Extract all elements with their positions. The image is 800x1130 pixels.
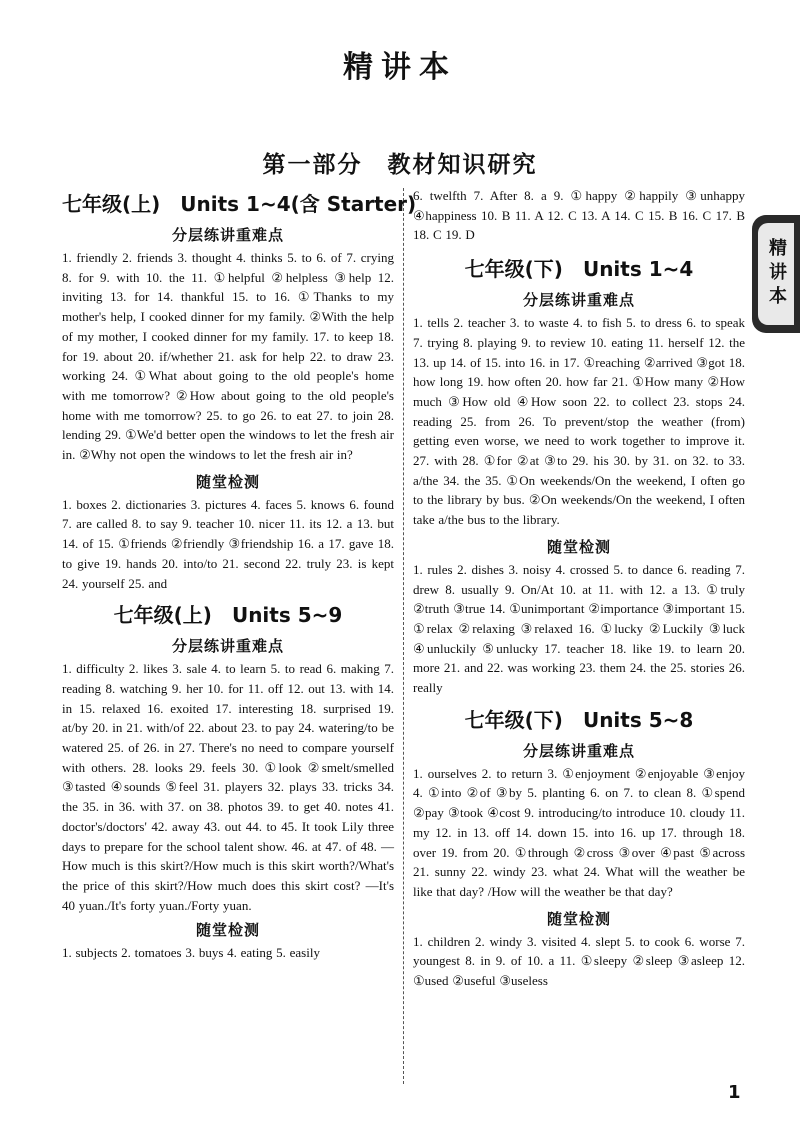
answer-block: 1. boxes 2. dictionaries 3. pictures 4. faces 5. knows 6. found 7. are called 8. to say 9. teacher 10. nicer 11. its 12. a 13. but 14. of 15. ①friends ②friendly ③friendship 16. a 17. gave 18. to give 19. hands 20. into/to 21. second 22. truly 23. is kept 24. yourself 25. and [62,496,394,591]
section-heading-practice: 分层练讲重难点 [522,741,635,760]
side-tab-label: 精讲本 [758,223,794,325]
section-heading-quiz: 随堂检测 [195,921,260,940]
unit-heading-grade7b-units1-4: 七年级(下) Units 1~4 [464,257,694,282]
unit-heading-grade7a-units5-9: 七年级(上) Units 5~9 [113,603,343,628]
section-heading-practice: 分层练讲重难点 [522,291,635,310]
answer-block: 1. children 2. windy 3. visited 4. slept 5. to cook 6. worse 7. youngest 8. in 9. of 10. a 11. ①sleepy ②sleep ③asleep 12. ①used ②useful ③useless [413,933,745,989]
answer-block: 1. subjects 2. tomatoes 3. buys 4. eating 5. easily [62,945,320,961]
side-tab [752,215,800,333]
answer-block: 1. ourselves 2. to return 3. ①enjoyment ②enjoyable ③enjoy 4. ①into ②of ③by 5. planting 6. on 7. to clean 8. ①spend ②pay ③took ④cost 9. introducing/to introduce 10. cloudy 11. my 12. in 13. off 14. down 15. into 16. up 17. through 18. over 19. from 20. ①through ②cross ③over ④past ⑤across 21. sunny 22. windy 23. what 24. What will the weather be like that day? /How will the weather be that day? [413,765,745,899]
left-column [62,186,417,963]
unit-heading-grade7a-units1-4: 七年级(上) Units 1~4(含 Starter) [62,192,417,216]
section-heading-quiz: 随堂检测 [546,537,611,556]
answer-block-continued: 6. twelfth 7. After 8. a 9. ①happy ②happily ③unhappy ④happiness 10. B 11. A 12. C 13. A 14. C 15. B 16. C 17. B 18. C 19. D [413,188,745,243]
section-heading-quiz: 随堂检测 [546,909,611,928]
right-column [413,186,745,991]
answer-block: 1. tells 2. teacher 3. to waste 4. to fish 5. to dress 6. to speak 7. trying 8. playing 9. to review 10. eating 11. herself 12. the 13. up 14. of 15. into 16. in 17. ①reaching ②arrived ③got 18. how long 19. how often 20. how far 21. ①How many ②How much ③How old ④How soon 22. to collect 23. stops 24. reading 25. from 26. To prevent/stop the weather (from) getting even worse, we need to work together to improve it. 27. with 28. ①for ②at ③to 29. his 30. by 31. on 32. to 33. a/the 34. the 35. ①On weekends/On the weekend, I often go to the library by bus. ②On weekends/On the weekend, I often take a/the bus to the library. [413,315,745,528]
section-heading-quiz: 随堂检测 [195,472,260,491]
page-number: 1 [728,1082,741,1103]
column-divider [403,188,404,1084]
unit-heading-grade7b-units5-8: 七年级(下) Units 5~8 [464,707,694,732]
part-title: 第一部分 教材知识研究 [262,152,538,178]
page-title: 精讲本 [343,50,457,85]
section-heading-practice: 分层练讲重难点 [171,637,284,656]
answer-block: 1. friendly 2. friends 3. thought 4. thinks 5. to 6. of 7. crying 8. for 9. with 10. the 11. ①helpful ②helpless ③help 12. inviting 13. for 14. thankful 15. to 16. ①Thanks to my mother's help, I cooked dinner for my family. ②With the help of my mother, I cooked dinner for my family. 17. to keep 18. for 19. about 20. if/whether 21. ask for help 22. to draw 23. working 24. ①What about going to the old people's home with me tomorrow? ②How about going to the old people's home with me tomorrow? 25. to go 26. to eat 27. to join 28. lending 29. ①We'd better open the windows to let the fresh air in. ②Why not open the windows to let the fresh air in? [62,250,394,463]
answer-block: 1. rules 2. dishes 3. noisy 4. crossed 5. to dance 6. reading 7. drew 8. usually 9. On/At 10. at 11. with 12. a 13. ①truly ②truth ③true 14. ①unimportant ②importance ③important 15. ①relax ②relaxing ③relaxed 16. ①lucky ②Luckily ③luck ④unluckily ⑤unlucky 17. teacher 18. like 19. to learn 20. more 21. and 22. was working 23. them 24. the 25. stories 26. really [413,561,745,696]
answer-block: 1. difficulty 2. likes 3. sale 4. to learn 5. to read 6. making 7. reading 8. watching 9. her 10. for 11. off 12. out 13. with 14. in 15. relaxed 16. exoited 17. interesting 18. surprised 19. at/by 20. in 21. with/of 22. about 23. to pay 24. watering/to be watered 25. of 26. in 27. There's no need to compare yourself with others. 28. looks 29. feels 30. ①look ②smelt/smelled ③tasted ④sounds ⑤feel 31. players 32. plays 33. tricks 34. the 35. in 36. with 37. on 38. photos 39. to get 40. notes 41. doctor's/doctors' 42. away 43. out 44. to 45. It took Lily three days to prepare for the school talent show. 46. at 47. of 48. —How much is this skirt?/How much is this skirt worth?/What's the price of this skirt?/How much does this skirt cost? —It's 40 yuan./It's forty yuan./Forty yuan. [62,661,394,913]
section-heading-practice: 分层练讲重难点 [171,226,284,244]
